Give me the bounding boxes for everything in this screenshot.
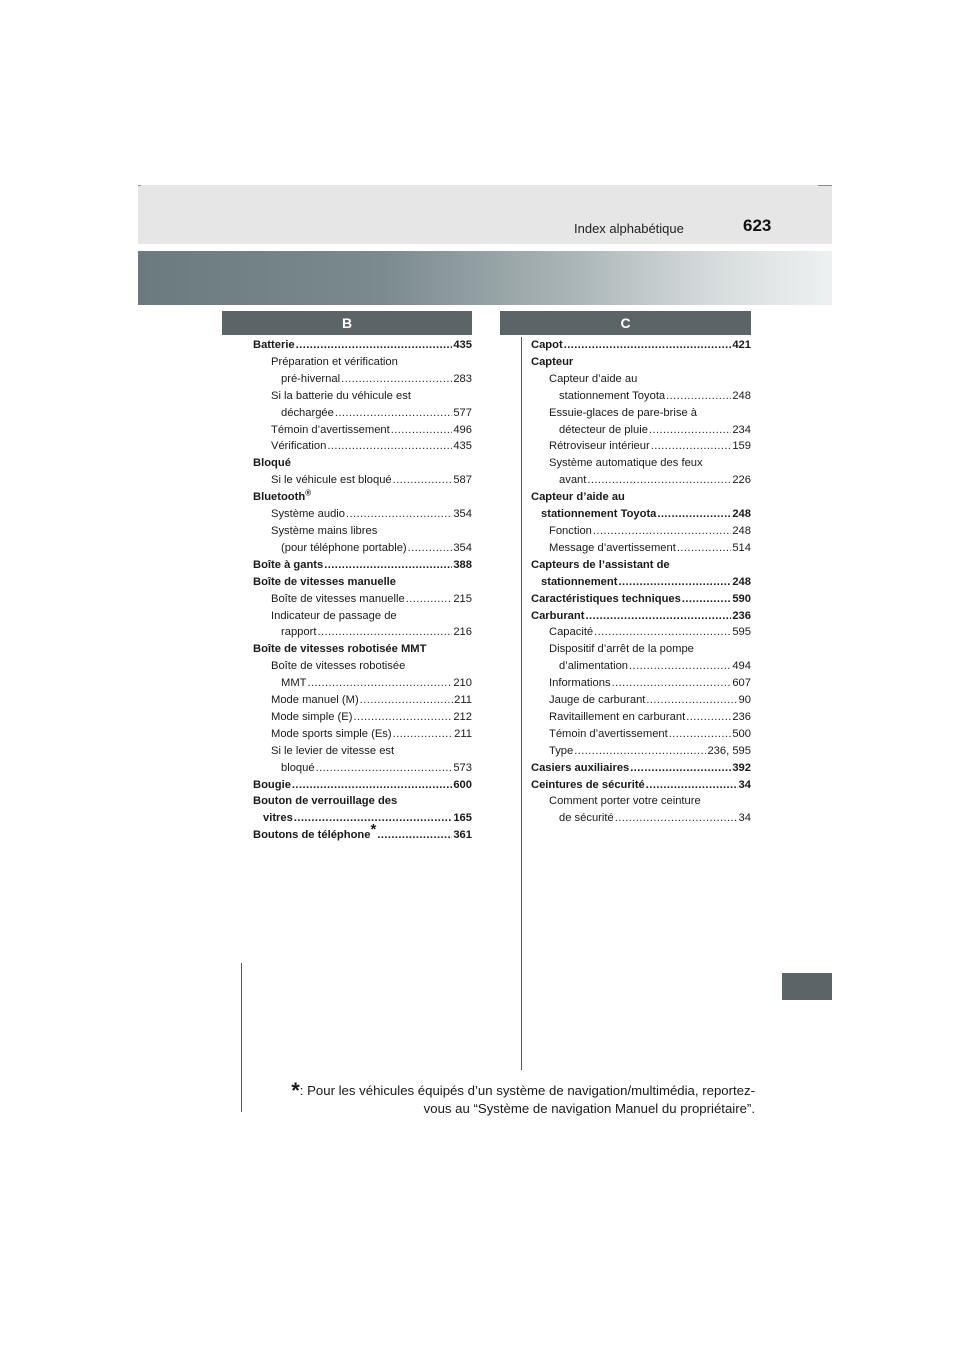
- index-entry: Informations ..... 607: [531, 675, 751, 692]
- header-left-tick: [138, 185, 141, 186]
- index-entry: Fonction ..... 248: [531, 523, 751, 540]
- index-entry: Capteur d’aide au: [549, 372, 638, 385]
- index-entry: Comment porter votre ceinture: [549, 795, 701, 808]
- index-entry: Carburant ..... 236: [531, 608, 751, 625]
- index-entry: déchargée ..... 577: [253, 405, 472, 422]
- index-entry: Ravitaillement en carburant ..... 236: [531, 709, 751, 726]
- index-entry: stationnement ..... 248: [531, 574, 751, 591]
- index-entry: Bluetooth®: [253, 488, 312, 504]
- left-margin-rule: [241, 963, 242, 1112]
- index-entry: Type ..... 236, 595: [531, 743, 751, 760]
- index-entry: Système mains libres: [271, 524, 378, 537]
- index-entry: Jauge de carburant ..... 90: [531, 692, 751, 709]
- index-entry: Si le véhicule est bloqué ..... 587: [253, 472, 472, 489]
- footnote-line-2: vous au “Système de navigation Manuel du propriétaire”.: [423, 1101, 755, 1116]
- index-entry: détecteur de pluie ..... 234: [531, 422, 751, 439]
- index-entry: Bouton de verrouillage des: [253, 795, 398, 808]
- decorative-banner: [138, 251, 832, 305]
- index-entry: stationnement Toyota ..... 248: [531, 388, 751, 405]
- index-entry: avant ..... 226: [531, 472, 751, 489]
- index-entry: Système automatique des feux: [549, 457, 703, 470]
- letter-tab-b: B: [222, 311, 472, 335]
- letter-tab-c: C: [500, 311, 751, 335]
- index-entry: Système audio ..... 354: [253, 506, 472, 523]
- index-entry: Boîte de vitesses manuelle ..... 215: [253, 591, 472, 608]
- index-entry: d’alimentation ..... 494: [531, 658, 751, 675]
- index-entry: Casiers auxiliaires ..... 392: [531, 760, 751, 777]
- footnote-line-1: : Pour les véhicules équipés d’un système de navigation/multimédia, reportez-: [299, 1083, 755, 1098]
- index-entry: Capteurs de l’assistant de: [531, 558, 670, 571]
- index-entry: pré-hivernal ..... 283: [253, 371, 472, 388]
- index-entry: Bougie ..... 600: [253, 777, 472, 794]
- footnote-marker: *: [291, 1078, 300, 1103]
- index-entry: Boîte de vitesses manuelle: [253, 575, 397, 588]
- page-number: 623: [743, 216, 772, 235]
- index-entry: Si la batterie du véhicule est: [271, 389, 411, 402]
- index-column-b: [253, 337, 472, 844]
- index-entry: Indicateur de passage de: [271, 609, 397, 622]
- index-entry: rapport ..... 216: [253, 624, 472, 641]
- index-entry: bloqué ..... 573: [253, 760, 472, 777]
- index-entry: Batterie ..... 435: [253, 337, 472, 354]
- index-entry: Ceintures de sécurité ..... 34: [531, 777, 751, 794]
- index-entry: Dispositif d’arrêt de la pompe: [549, 643, 694, 656]
- index-entry: (pour téléphone portable) ..... 354: [253, 540, 472, 557]
- index-entry: Vérification ..... 435: [253, 438, 472, 455]
- header-band: [138, 185, 832, 244]
- index-entry: Bloqué: [253, 457, 291, 470]
- index-column-c: [531, 337, 751, 827]
- header-right-tick: [818, 185, 832, 186]
- index-entry: Mode simple (E) ..... 212: [253, 709, 472, 726]
- index-entry: Boîte à gants ..... 388: [253, 557, 472, 574]
- index-entry: Capacité ..... 595: [531, 624, 751, 641]
- index-entry: Mode sports simple (Es) ..... 211: [253, 726, 472, 743]
- chapter-thumb-tab: [782, 973, 832, 1000]
- index-entry: Capot ..... 421: [531, 337, 751, 354]
- index-entry: Capteur: [531, 355, 574, 368]
- footnote: [270, 1078, 755, 1118]
- index-entry: Témoin d’avertissement ..... 496: [253, 422, 472, 439]
- index-entry: vitres ..... 165: [253, 810, 472, 827]
- index-entry: Caractéristiques techniques ..... 590: [531, 591, 751, 608]
- index-entry: Message d’avertissement ..... 514: [531, 540, 751, 557]
- index-entry: de sécurité ..... 34: [531, 810, 751, 827]
- index-entry: stationnement Toyota ..... 248: [531, 506, 751, 523]
- index-entry: Témoin d’avertissement ..... 500: [531, 726, 751, 743]
- index-entry: Si le levier de vitesse est: [271, 744, 395, 757]
- index-entry: Boîte de vitesses robotisée MMT: [253, 643, 427, 656]
- index-entry: Boutons de téléphone* ..... 361: [253, 827, 472, 844]
- index-entry: Mode manuel (M) ..... 211: [253, 692, 472, 709]
- column-divider: [521, 337, 522, 1070]
- index-entry: MMT ..... 210: [253, 675, 472, 692]
- index-entry: Capteur d’aide au: [531, 491, 625, 504]
- index-entry: Rétroviseur intérieur ..... 159: [531, 438, 751, 455]
- index-entry: Préparation et vérification: [271, 355, 398, 368]
- section-title: Index alphabétique: [574, 221, 684, 236]
- index-entry: Boîte de vitesses robotisée: [271, 660, 406, 673]
- index-entry: Essuie-glaces de pare-brise à: [549, 406, 697, 419]
